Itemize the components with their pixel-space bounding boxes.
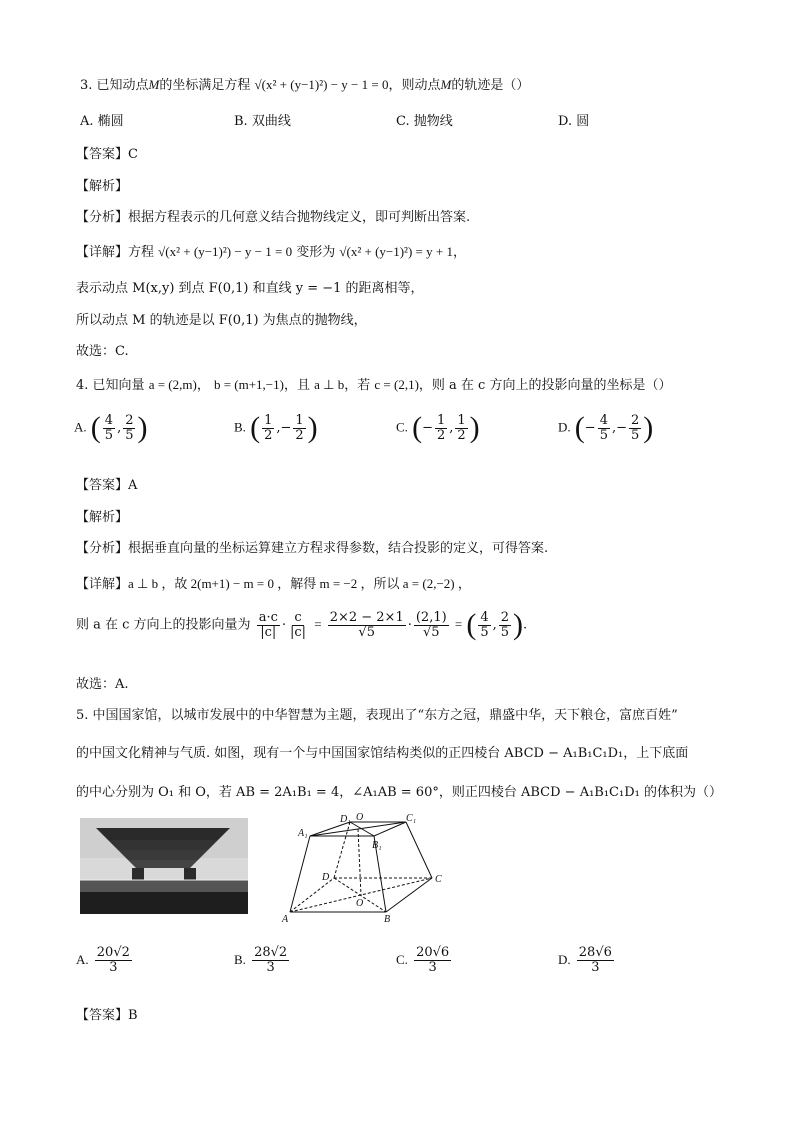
q3-detail-1a: 方程 bbox=[128, 245, 155, 260]
frac-den: √5 bbox=[422, 624, 440, 640]
q3-detail-tag: 【详解】 bbox=[76, 245, 129, 260]
right-paren: ) bbox=[643, 411, 654, 444]
q5-answer-tag: 【答案】 bbox=[76, 1008, 129, 1023]
q3-detail-line1 bbox=[76, 241, 466, 260]
frac-den: 5 bbox=[480, 624, 489, 640]
q4-option-d: D. (− $\frac{4}{5}$ ,− $\frac{2}{5}$ ) bbox=[558, 411, 654, 444]
frac-den: 2 bbox=[436, 427, 446, 443]
q4-option-b-frac2 bbox=[293, 414, 305, 443]
q4-option-c-sign1: − bbox=[422, 420, 433, 436]
q5-stem-line3: 的中心分别为 O₁ 和 O，若 AB = 2A₁B₁ = 4，∠A₁AB = 60°，则正四棱台 ABCD − A₁B₁C₁D₁ 的体积为（） bbox=[76, 785, 722, 800]
q5-option-d bbox=[558, 946, 616, 975]
frac-num: 2 bbox=[125, 412, 134, 428]
q4-analysis-tag: 【解析】 bbox=[76, 510, 129, 525]
q3-answer bbox=[76, 143, 138, 162]
q5-option-a bbox=[76, 946, 134, 975]
q3-detail-eq2: √(x² + (y−1)²) = y + 1 bbox=[339, 244, 453, 259]
q4-stem-mid: ，且 bbox=[283, 378, 310, 393]
q3-analysis-tag: 【解析】 bbox=[76, 179, 129, 194]
q4-option-a: A. ( $\frac{4}{5}$ , $\frac{2}{5}$ ) bbox=[74, 411, 148, 444]
frac-den: 5 bbox=[104, 427, 114, 443]
q3-detail-eq1: √(x² + (y−1)²) − y − 1 = 0 bbox=[158, 244, 293, 259]
q4-perp: a ⊥ b bbox=[314, 377, 345, 392]
q4-option-d-sign2: − bbox=[616, 420, 628, 436]
edge-cc1 bbox=[406, 822, 432, 878]
frac-den: 5 bbox=[500, 624, 510, 640]
left-paren: ( bbox=[574, 411, 585, 444]
q4-detail-1: a ⊥ b ，故 2(m+1) − m = 0 ，解得 m = −2 ，所以 a = (2,−2) ， bbox=[128, 576, 471, 591]
q4-option-d-sign1: − bbox=[584, 420, 596, 436]
q4-option-b: B. ( $\frac{1}{2}$ ,− $\frac{1}{2}$ ) bbox=[234, 411, 318, 444]
q4-vector-a: a = (2,m) bbox=[148, 377, 197, 392]
q4-detail-line1 bbox=[76, 573, 471, 592]
left-paren: ( bbox=[466, 608, 477, 641]
q3-detail-line3: 所以动点 M 的轨迹是以 F(0,1) 为焦点的抛物线， bbox=[76, 313, 367, 328]
frac-num: (2,1) bbox=[415, 609, 447, 625]
frac-den: 3 bbox=[109, 960, 118, 975]
label-b: B bbox=[384, 914, 391, 924]
frac-den: 2 bbox=[264, 427, 273, 443]
frac-den: √5 bbox=[358, 624, 375, 640]
frac-den: 5 bbox=[631, 427, 640, 443]
frac-num: 2×2 − 2×1 bbox=[329, 609, 404, 625]
q5-option-b-label: B. bbox=[234, 952, 246, 967]
q4-option-d-frac2 bbox=[629, 414, 641, 443]
china-pavilion-drawing bbox=[80, 818, 248, 914]
q5-stem-line2: 的中国文化精神与气质. 如图，现有一个与中国国家馆结构类似的正四棱台 ABCD − A₁B₁C₁D₁，上下底面 bbox=[76, 746, 689, 761]
frac-den: |c| bbox=[260, 624, 277, 640]
q5-option-d-frac bbox=[577, 946, 614, 975]
frac-num: 4 bbox=[599, 412, 608, 428]
q4-option-b-sign2: − bbox=[280, 420, 292, 436]
q4-option-a-frac1 bbox=[103, 414, 115, 443]
q4-fenxi bbox=[76, 537, 548, 556]
q5-option-b-frac bbox=[252, 946, 289, 975]
china-pavilion-photo bbox=[80, 818, 248, 914]
q5-option-a-label: A. bbox=[76, 952, 89, 967]
q4-answer-value: A bbox=[128, 478, 138, 493]
label-a1: A₁ bbox=[298, 828, 308, 839]
q3-answer-value: C bbox=[128, 147, 138, 162]
label-o: O bbox=[356, 898, 364, 909]
q3-fenxi-tag: 【分析】 bbox=[76, 210, 129, 225]
q4-stem-prefix: 4. 已知向量 bbox=[76, 378, 145, 393]
left-paren: ( bbox=[412, 411, 423, 444]
q5-answer bbox=[76, 1004, 138, 1023]
q3-fenxi bbox=[76, 206, 470, 225]
right-paren: ) bbox=[469, 411, 480, 444]
right-paren: ) bbox=[137, 411, 148, 444]
q5-option-c-frac bbox=[414, 946, 451, 975]
frac-num: 20√6 bbox=[416, 945, 450, 960]
q3-choose: 故选：C. bbox=[76, 344, 129, 359]
q4-fenxi-tag: 【分析】 bbox=[76, 541, 129, 556]
frac-num: 1 bbox=[264, 412, 273, 428]
q3-option-d: D. 圆 bbox=[558, 114, 590, 129]
q5-stem-line1: 5. 中国国家馆，以城市发展中的中华智慧为主题，表现出了“东方之冠，鼎盛中华，天下粮仓，富庶百姓” bbox=[76, 708, 678, 723]
q3-detail-1b: 变形为 bbox=[296, 245, 336, 260]
q3-equation: √(x² + (y−1)²) − y − 1 = 0 bbox=[254, 77, 389, 92]
q4-proj-frac2 bbox=[288, 611, 308, 640]
q4-option-d-frac1 bbox=[598, 414, 610, 443]
q5-option-a-frac bbox=[95, 946, 132, 975]
q4-option-c-frac1 bbox=[435, 414, 447, 443]
frac-den: 3 bbox=[428, 960, 437, 975]
frac-num: 4 bbox=[480, 609, 489, 625]
q4-choose: 故选：A. bbox=[76, 677, 129, 692]
q4-answer bbox=[76, 474, 137, 493]
q3-fenxi-text: 根据方程表示的几何意义结合抛物线定义，即可判断出答案. bbox=[128, 210, 471, 225]
q4-option-d-label: D. bbox=[558, 419, 571, 435]
q5-option-d-label: D. bbox=[558, 952, 571, 967]
q4-option-a-frac2 bbox=[123, 414, 135, 443]
q3-stem-post2: 的轨迹是（） bbox=[451, 78, 530, 93]
label-c: C bbox=[435, 874, 442, 885]
q4-detail-2a: 则 a 在 c 方向上的投影向量为 bbox=[76, 617, 251, 633]
frac-num: 2 bbox=[500, 609, 510, 625]
frac-num: 28√6 bbox=[578, 945, 612, 960]
label-d: D bbox=[322, 872, 330, 883]
left-paren: ( bbox=[250, 411, 261, 444]
q4-stem-post: ，则 a 在 c 方向上的投影向量的坐标是（） bbox=[418, 378, 672, 393]
label-c1: C₁ bbox=[406, 813, 417, 824]
frac-den: 5 bbox=[599, 427, 608, 443]
q4-option-c: C. (− $\frac{1}{2}$ , $\frac{1}{2}$ ) bbox=[396, 411, 480, 444]
frac-den: 5 bbox=[125, 427, 134, 443]
frustum-diagram bbox=[280, 812, 450, 924]
frac-num: a·c bbox=[258, 609, 278, 625]
frac-den: 3 bbox=[591, 960, 600, 975]
label-a: A bbox=[282, 914, 289, 924]
q3-stem-prefix: 3. 已知动点 bbox=[80, 78, 149, 93]
q3-option-a: A. 椭圆 bbox=[80, 114, 124, 129]
q4-option-b-label: B. bbox=[234, 419, 246, 435]
frac-den: 2 bbox=[295, 427, 304, 443]
frac-num: 1 bbox=[436, 412, 446, 428]
q3-stem bbox=[80, 74, 529, 93]
q5-option-b bbox=[234, 946, 291, 975]
q4-option-a-label: A. bbox=[74, 419, 87, 435]
frac-num: 1 bbox=[295, 412, 304, 428]
q5-option-c bbox=[396, 946, 453, 975]
q4-proj-frac3 bbox=[328, 611, 406, 640]
q3-detail-1c: ， bbox=[452, 245, 466, 260]
q5-option-c-label: C. bbox=[396, 952, 408, 967]
left-paren: ( bbox=[90, 411, 101, 444]
frac-num: 1 bbox=[457, 412, 466, 428]
q4-result-frac1 bbox=[478, 611, 490, 640]
frac-num: c bbox=[294, 609, 302, 625]
q4-vector-b: b = (m+1,−1) bbox=[213, 377, 284, 392]
q4-stem: 4. 已知向量 a = (2,m)， b = (m+1,−1)，且 a ⊥ b，若 c = (2,1)，则 a 在 c 方向上的投影向量的坐标是（） bbox=[76, 377, 672, 393]
q4-option-c-label: C. bbox=[396, 419, 408, 435]
right-paren: ) bbox=[513, 608, 524, 641]
q4-vector-c: c = (2,1) bbox=[374, 377, 419, 392]
q3-option-b: B. 双曲线 bbox=[234, 114, 291, 129]
q4-detail-line2: 则 a 在 c 方向上的投影向量为 $\frac{a\cdot c}{|c|}$ · $\frac{c}{|c|}$ = $\frac{2\times 2 - 2\times 1}{√5}$ · $\frac{(2,1)}{√5}$ = ( $\frac{4}{5}$ , $\frac{2}{5}$ ). bbox=[76, 608, 528, 641]
q4-detail-tag: 【详解】 bbox=[76, 577, 129, 592]
axis-oo1 bbox=[358, 829, 361, 895]
frac-num: 20√2 bbox=[96, 945, 130, 960]
frac-num: 2 bbox=[631, 412, 640, 428]
q3-stem-mid: 的坐标满足方程 bbox=[159, 78, 251, 93]
q4-fenxi-text: 根据垂直向量的坐标运算建立方程求得参数，结合投影的定义，可得答案. bbox=[128, 541, 549, 556]
q3-var-m-2: M bbox=[440, 77, 452, 92]
label-b1: B₁ bbox=[372, 840, 382, 851]
q3-answer-tag: 【答案】 bbox=[76, 147, 129, 162]
q5-answer-value: B bbox=[128, 1008, 138, 1023]
right-paren: ) bbox=[307, 411, 318, 444]
q3-var-m: M bbox=[148, 77, 160, 92]
q4-stem-mid2: ，若 bbox=[344, 378, 371, 393]
q4-result-frac2 bbox=[499, 611, 511, 640]
q4-answer-tag: 【答案】 bbox=[76, 478, 129, 493]
q3-option-c: C. 抛物线 bbox=[396, 114, 453, 129]
q3-detail-line2: 表示动点 M(x,y) 到点 F(0,1) 和直线 y = −1 的距离相等， bbox=[76, 281, 424, 296]
q3-stem-post1: ，则动点 bbox=[388, 78, 441, 93]
diagonal-b1d1 bbox=[350, 822, 374, 836]
frac-den: |c| bbox=[290, 624, 307, 640]
label-d1: D₁ bbox=[340, 814, 351, 825]
q4-option-c-frac2 bbox=[455, 414, 467, 443]
frac-den: 2 bbox=[457, 427, 466, 443]
frac-num: 4 bbox=[104, 412, 114, 428]
q4-proj-frac4 bbox=[414, 611, 449, 640]
frac-den: 3 bbox=[266, 960, 275, 975]
edge-aa1 bbox=[290, 836, 310, 912]
q4-option-b-frac1 bbox=[262, 414, 274, 443]
q4-proj-frac1 bbox=[257, 611, 280, 640]
frac-num: 28√2 bbox=[254, 945, 288, 960]
label-o1: O bbox=[356, 812, 364, 823]
